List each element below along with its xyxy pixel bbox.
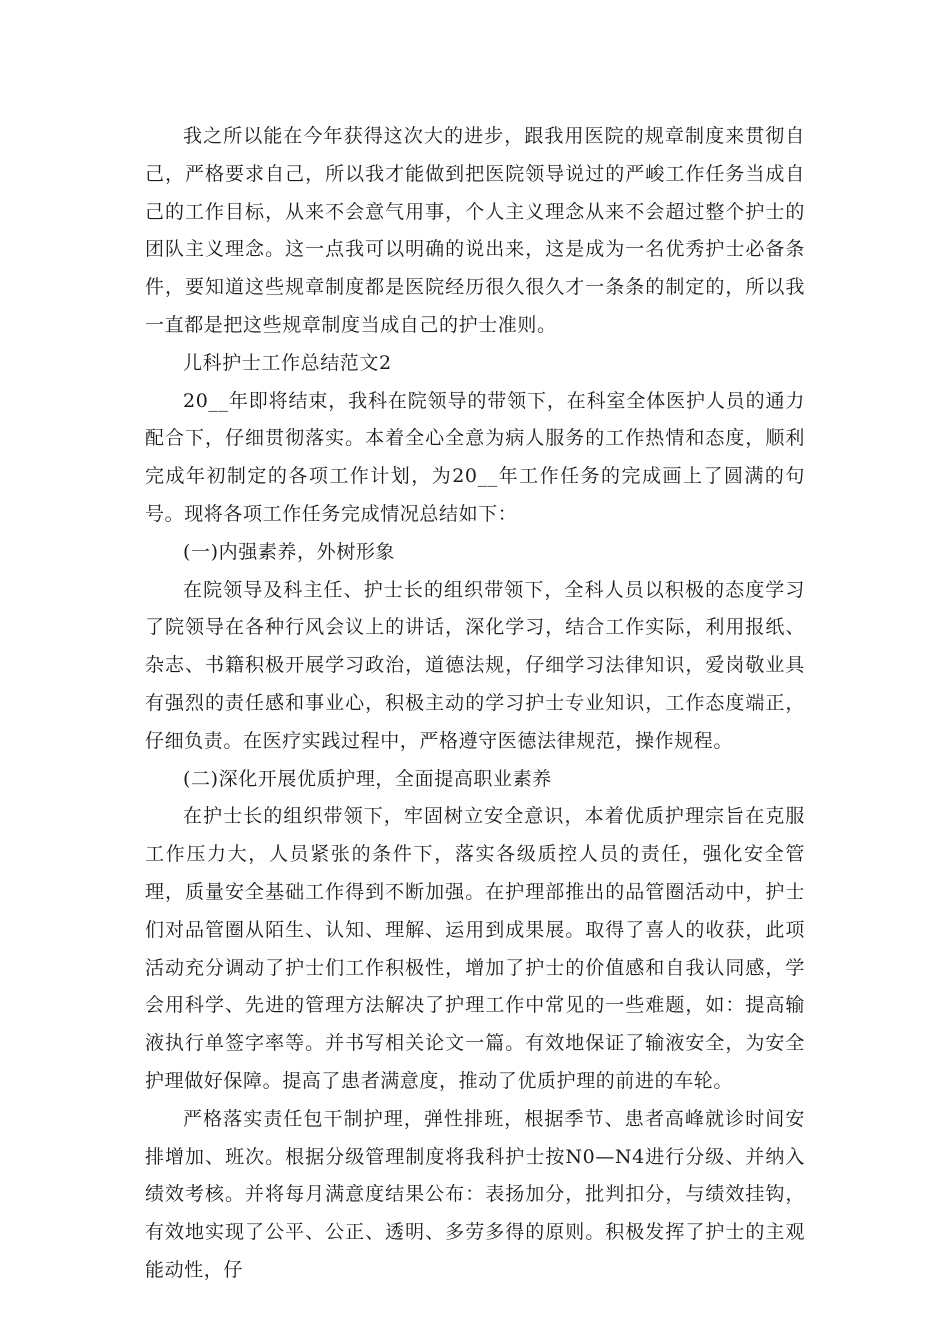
heading-two: (二)深化开展优质护理，全面提高职业素养 [183,767,552,790]
paragraph-study: 在院领导及科主任、护士长的组织带领下，全科人员以积极的态度学习了院领导在各种行风会议上的讲话，深化学习，结合工作实际，利用报纸、杂志、书籍积极开展学习政治，道德法规，仔细学习法律知识，爱岗敬业具有强烈的责任感和事业心，积极主动的学习护士专业知识，工作态度端正，仔细负责。在医疗实践过程中，严格遵守医德法律规范，操作规程。 [145,578,805,752]
section-title: 儿科护士工作总结范文2 [183,351,392,374]
paragraph-rules: 我之所以能在今年获得这次大的进步，跟我用医院的规章制度来贯彻自己，严格要求自己，所以我才能做到把医院领导说过的严峻工作任务当成自己的工作目标，从来不会意气用事，个人主义理念从来不会超过整个护士的团队主义理念。这一点我可以明确的说出来，这是成为一名优秀护士必备条件，要知道这些规章制度都是医院经历很久很久才一条条的制定的，所以我一直都是把这些规章制度当成自己的护士准则。 [145,125,805,336]
heading-one: (一)内强素养，外树形象 [183,540,396,563]
paragraph-quality: 在护士长的组织带领下，牢固树立安全意识，本着优质护理宗旨在克服工作压力大，人员紧张的条件下，落实各级质控人员的责任，强化安全管理，质量安全基础工作得到不断加强。在护理部推出的品管圈活动中，护士们对品管圈从陌生、认知、理解、运用到成果展。取得了喜人的收获，此项活动充分调动了护士们工作积极性，增加了护士的价值感和自我认同感，学会用科学、先进的管理方法解决了护理工作中常见的一些难题，如：提高输液执行单签字率等。并书写相关论文一篇。有效地保证了输液安全，为安全护理做好保障。提高了患者满意度，推动了优质护理的前进的车轮。 [145,805,805,1092]
paragraph-responsibility: 严格落实责任包干制护理，弹性排班，根据季节、患者高峰就诊时间安排增加、班次。根据分级管理制度将我科护士按N0—N4进行分级、并纳入绩效考核。并将每月满意度结果公布：表扬加分，批判扣分，与绩效挂钩，有效地实现了公平、公正、透明、多劳多得的原则。积极发挥了护士的主观能动性，仔 [145,1107,805,1281]
document-body [145,118,805,1290]
paragraph-intro: 20__年即将结束，我科在院领导的带领下，在科室全体医护人员的通力配合下，仔细贯彻落实。本着全心全意为病人服务的工作热情和态度，顺利完成年初制定的各项工作计划，为20__年工作任务的完成画上了圆满的句号。现将各项工作任务完成情况总结如下： [145,389,805,525]
